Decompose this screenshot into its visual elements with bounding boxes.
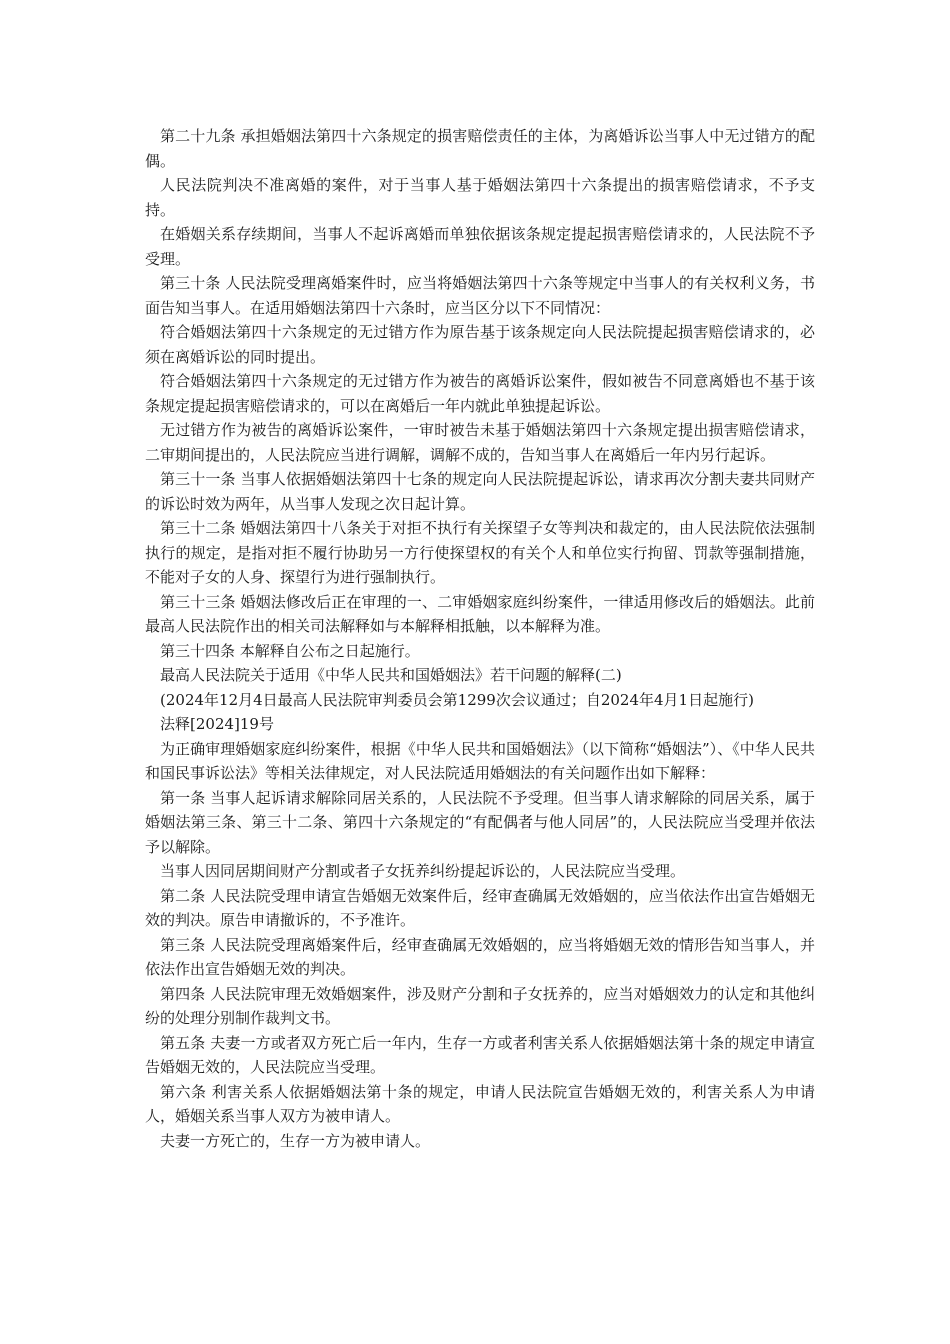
article-5: 第五条 夫妻一方或者双方死亡后一年内，生存一方或者利害关系人依据婚姻法第十条的规定申请宣告婚姻无效的，人民法院应当受理。 (145, 1033, 815, 1076)
article-4: 第四条 人民法院审理无效婚姻案件，涉及财产分割和子女抚养的，应当对婚姻效力的认定和其他纠纷的处理分别制作裁判文书。 (145, 984, 815, 1027)
article-30: 第三十条 人民法院受理离婚案件时，应当将婚姻法第四十六条等规定中当事人的有关权利义务，书面告知当事人。在适用婚姻法第四十六条时，应当区分以下不同情况： (145, 274, 815, 317)
article-3: 第三条 人民法院受理离婚案件后，经审查确属无效婚姻的，应当将婚姻无效的情形告知当事人，并依法作出宣告婚姻无效的判决。 (145, 935, 815, 978)
article-30-para-2: 符合婚姻法第四十六条规定的无过错方作为原告基于该条规定向人民法院提起损害赔偿请求的，必须在离婚诉讼的同时提出。 (145, 323, 815, 366)
article-29: 第二十九条 承担婚姻法第四十六条规定的损害赔偿责任的主体，为离婚诉讼当事人中无过错方的配偶。 (145, 127, 815, 170)
document-body (145, 124, 815, 1153)
article-6: 第六条 利害关系人依据婚姻法第十条的规定，申请人民法院宣告婚姻无效的，利害关系人为申请人，婚姻关系当事人双方为被申请人。 (145, 1082, 815, 1125)
article-32: 第三十二条 婚姻法第四十八条关于对拒不执行有关探望子女等判决和裁定的，由人民法院依法强制执行的规定，是指对拒不履行协助另一方行使探望权的有关个人和单位实行拘留、罚款等强制措施，不能对子女的人身、探望行为进行强制执行。 (145, 519, 815, 586)
article-33: 第三十三条 婚姻法修改后正在审理的一、二审婚姻家庭纠纷案件，一律适用修改后的婚姻法。此前最高人民法院作出的相关司法解释如与本解释相抵触，以本解释为准。 (145, 592, 815, 635)
document-number: 法释[2024]19号 (160, 715, 274, 733)
article-30-para-3: 符合婚姻法第四十六条规定的无过错方作为被告的离婚诉讼案件，假如被告不同意离婚也不基于该条规定提起损害赔偿请求的，可以在离婚后一年内就此单独提起诉讼。 (145, 372, 815, 415)
interpretation-title: 最高人民法院关于适用《中华人民共和国婚姻法》若干问题的解释(二) (160, 666, 622, 684)
preamble: 为正确审理婚姻家庭纠纷案件，根据《中华人民共和国婚姻法》（以下简称“婚姻法”）、《中华人民共和国民事诉讼法》等相关法律规定，对人民法院适用婚姻法的有关问题作出如下解释： (145, 739, 815, 782)
article-34: 第三十四条 本解释自公布之日起施行。 (160, 641, 420, 660)
article-31: 第三十一条 当事人依据婚姻法第四十七条的规定向人民法院提起诉讼，请求再次分割夫妻共同财产的诉讼时效为两年，从当事人发现之次日起计算。 (145, 470, 815, 513)
article-29-para-2: 人民法院判决不准离婚的案件，对于当事人基于婚姻法第四十六条提出的损害赔偿请求，不予支持。 (145, 176, 815, 219)
adoption-note: (2024年12月4日最高人民法院审判委员会第1299次会议通过；自2024年4月1日起施行) (160, 690, 754, 709)
article-30-para-4: 无过错方作为被告的离婚诉讼案件，一审时被告未基于婚姻法第四十六条规定提出损害赔偿请求，二审期间提出的，人民法院应当进行调解，调解不成的，告知当事人在离婚后一年内另行起诉。 (145, 421, 815, 464)
article-1: 第一条 当事人起诉请求解除同居关系的，人民法院不予受理。但当事人请求解除的同居关系，属于婚姻法第三条、第三十二条、第四十六条规定的“有配偶者与他人同居”的，人民法院应当受理并依法予以解除。 (145, 788, 815, 856)
article-29-para-3: 在婚姻关系存续期间，当事人不起诉离婚而单独依据该条规定提起损害赔偿请求的，人民法院不予受理。 (145, 225, 815, 268)
article-1-para-2: 当事人因同居期间财产分割或者子女抚养纠纷提起诉讼的，人民法院应当受理。 (160, 862, 686, 880)
article-6-para-2: 夫妻一方死亡的，生存一方为被申请人。 (160, 1131, 431, 1150)
article-2: 第二条 人民法院受理申请宣告婚姻无效案件后，经审查确属无效婚姻的，应当依法作出宣告婚姻无效的判决。原告申请撤诉的，不予准许。 (145, 886, 815, 929)
